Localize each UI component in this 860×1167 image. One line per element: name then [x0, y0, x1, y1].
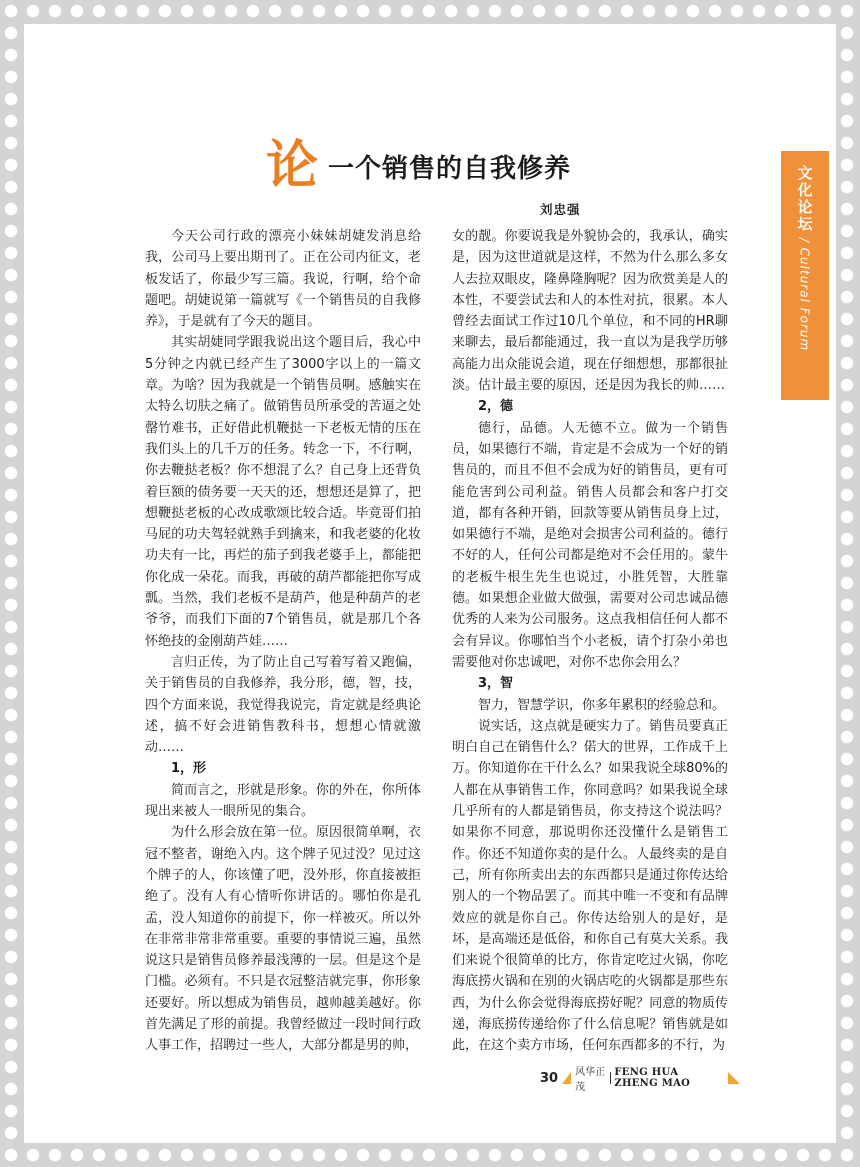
- paragraph: 其实胡婕同学跟我说出这个题目后，我心中5分钟之内就已经产生了3000字以上的一篇文章。为啥？因为我就是一个销售员啊。感触实在太特么切肤之痛了。做销售员所承受的苦逼之处罄竹难书，正好借此机鞭挞一下老板无情的压在我们头上的几千万的任务。转念一下，不行啊，你去鞭挞老板？你不想混了么？自己身上还背负着巨额的债务要一天天的还，想想还是算了，把想鞭挞老板的心改成歌颂比较合适。毕竟哥们拍马屁的功夫驾轻就熟手到擒来，和我老婆的化妆功夫有一比，再烂的茄子到我老婆手上，都能把你化成一朵花。而我，再破的葫芦都能把你写成瓢。当然，我们老板不是葫芦，他是种葫芦的老爷爷，而我们下面的7个销售员，就是那几个各怀绝技的金刚葫芦娃……: [145, 335, 421, 649]
- section-tab-en: / Cultural Forum: [797, 233, 812, 352]
- title-rest: 一个销售的自我修养: [328, 154, 572, 184]
- paragraph: 简而言之，形就是形象。你的外在，你所体现出来被人一眼所见的集合。: [145, 782, 421, 820]
- footer-divider: [610, 1072, 611, 1084]
- paragraph: 为什么形会放在第一位。原因很简单啊，衣冠不整者，谢绝入内。这个牌子见过没？见过这个牌子的人，你该懂了吧，没外形，你直接被拒绝了。没有人有心情听你讲话的。哪怕你是孔孟，没人知道你的前提下，你一样被灭。所以外在非常非常非常重要。重要的事情说三遍，虽然说这只是销售员修养最浅薄的一层。但是这个是门槛。必须有。不只是衣冠整洁就完事，你形象还要好。所以想成为销售员，越帅越美越好。你首先满足了形的前提。我曾经做过一段时间行政人事工作，招聘过一些人，大部分都是男的帅，: [145, 825, 421, 1054]
- page-footer: [540, 1067, 740, 1093]
- page-number: 30: [540, 1070, 559, 1086]
- right-column: [452, 226, 728, 1057]
- paragraph: 德行，品德。人无德不立。做为一个销售员，如果德行不端，肯定是不会成为一个好的销售员的，而且不但不会成为好的销售员，更有可能危害到公司利益。销售人员都会和客户打交道，都有各种开销，回款等要从销售员身上过，如果德行不端，是绝对会损害公司利益的。德行不好的人，任何公司都是绝对不会任用的。蒙牛的老板牛根生先生也说过，小胜凭智，大胜靠德。如果想企业做大做强，需要对公司忠诚品德优秀的人来为公司服务。这点我相信任何人都不会有异议。你哪怕当个小老板，请个打杂小弟也需要他对你忠诚吧，对你不忠你会用么？: [452, 420, 728, 670]
- paragraph: 女的靓。你要说我是外貌协会的，我承认，确实是，因为这世道就是这样，不然为什么那么多女人去拉双眼皮，隆鼻隆胸呢？因为欣赏美是人的本性，不要尝试去和人的本性对抗，很累。本人曾经去面试工作过10几个单位，和不同的HR聊来聊去，最后都能通过，我一直以为是我学历够高能力出众能说会道，现在仔细想想，那都很扯淡。估计最主要的原因，还是因为我长的帅……: [452, 229, 728, 394]
- paragraph: 言归正传，为了防止自己写着写着又跑偏，关于销售员的自我修养，我分形，德，智，技，四个方面来说，我觉得我说完，肯定就是经典论述，搞不好会进销售教科书，想想心情就激动……: [145, 654, 421, 756]
- title-first-char: 论: [266, 135, 319, 196]
- magazine-name-cn: 风华正茂: [575, 1067, 606, 1093]
- paragraph: 说实话，这点就是硬实力了。销售员要真正明白自己在销售什么？偌大的世界，工作成千上万。你知道你在干什么么？如果我说全球80%的人都在从事销售工作，你同意吗？如果我说全球几乎所有的人都是销售员，你支持这个说法吗？如果你不同意，那说明你还没懂什么是销售工作。你还不知道你卖的是什么。人最终卖的是自己，所有你所卖出去的东西都只是通过你传达给别人的一个物品罢了。而其中唯一不变和有品牌效应的就是你自己。你传达给别人的是好，是坏，是高端还是低俗，和你自己有莫大关系。我们来说个很简单的比方，你肯定吃过火锅，你吃海底捞火锅和在别的火锅店吃的火锅都是那些东西，为什么你会觉得海底捞好呢？同意的物质传递，海底捞传递给你了什么信息呢？销售就是如此，在这个卖方市场，任何东西都多的不行，为: [452, 718, 728, 1054]
- paragraph: 智力，智慧学识，你多年累积的经验总和。: [478, 697, 726, 713]
- section-heading: 2，德: [478, 399, 514, 415]
- paragraph: 今天公司行政的漂亮小妹妹胡婕发消息给我，公司马上要出期刊了。正在公司内征文，老板发话了，你最少写三篇。我说，行啊，给个命题吧。胡婕说第一篇就写《一个销售员的自我修养》，于是就有了今天的题目。: [145, 229, 421, 330]
- magazine-name-en: FENG HUA ZHENG MAO: [614, 1067, 691, 1089]
- left-column: [145, 226, 421, 1057]
- author-name: 刘忠强: [540, 202, 581, 217]
- triangle-icon: [562, 1072, 571, 1084]
- article-title: [266, 134, 686, 194]
- section-heading: 1，形: [171, 761, 207, 777]
- triangle-icon: [728, 1072, 740, 1084]
- section-heading: 3，智: [478, 676, 514, 692]
- section-tab-cn: 文化论坛: [795, 165, 814, 233]
- section-tab-label: [795, 165, 816, 395]
- section-tab: [781, 151, 829, 400]
